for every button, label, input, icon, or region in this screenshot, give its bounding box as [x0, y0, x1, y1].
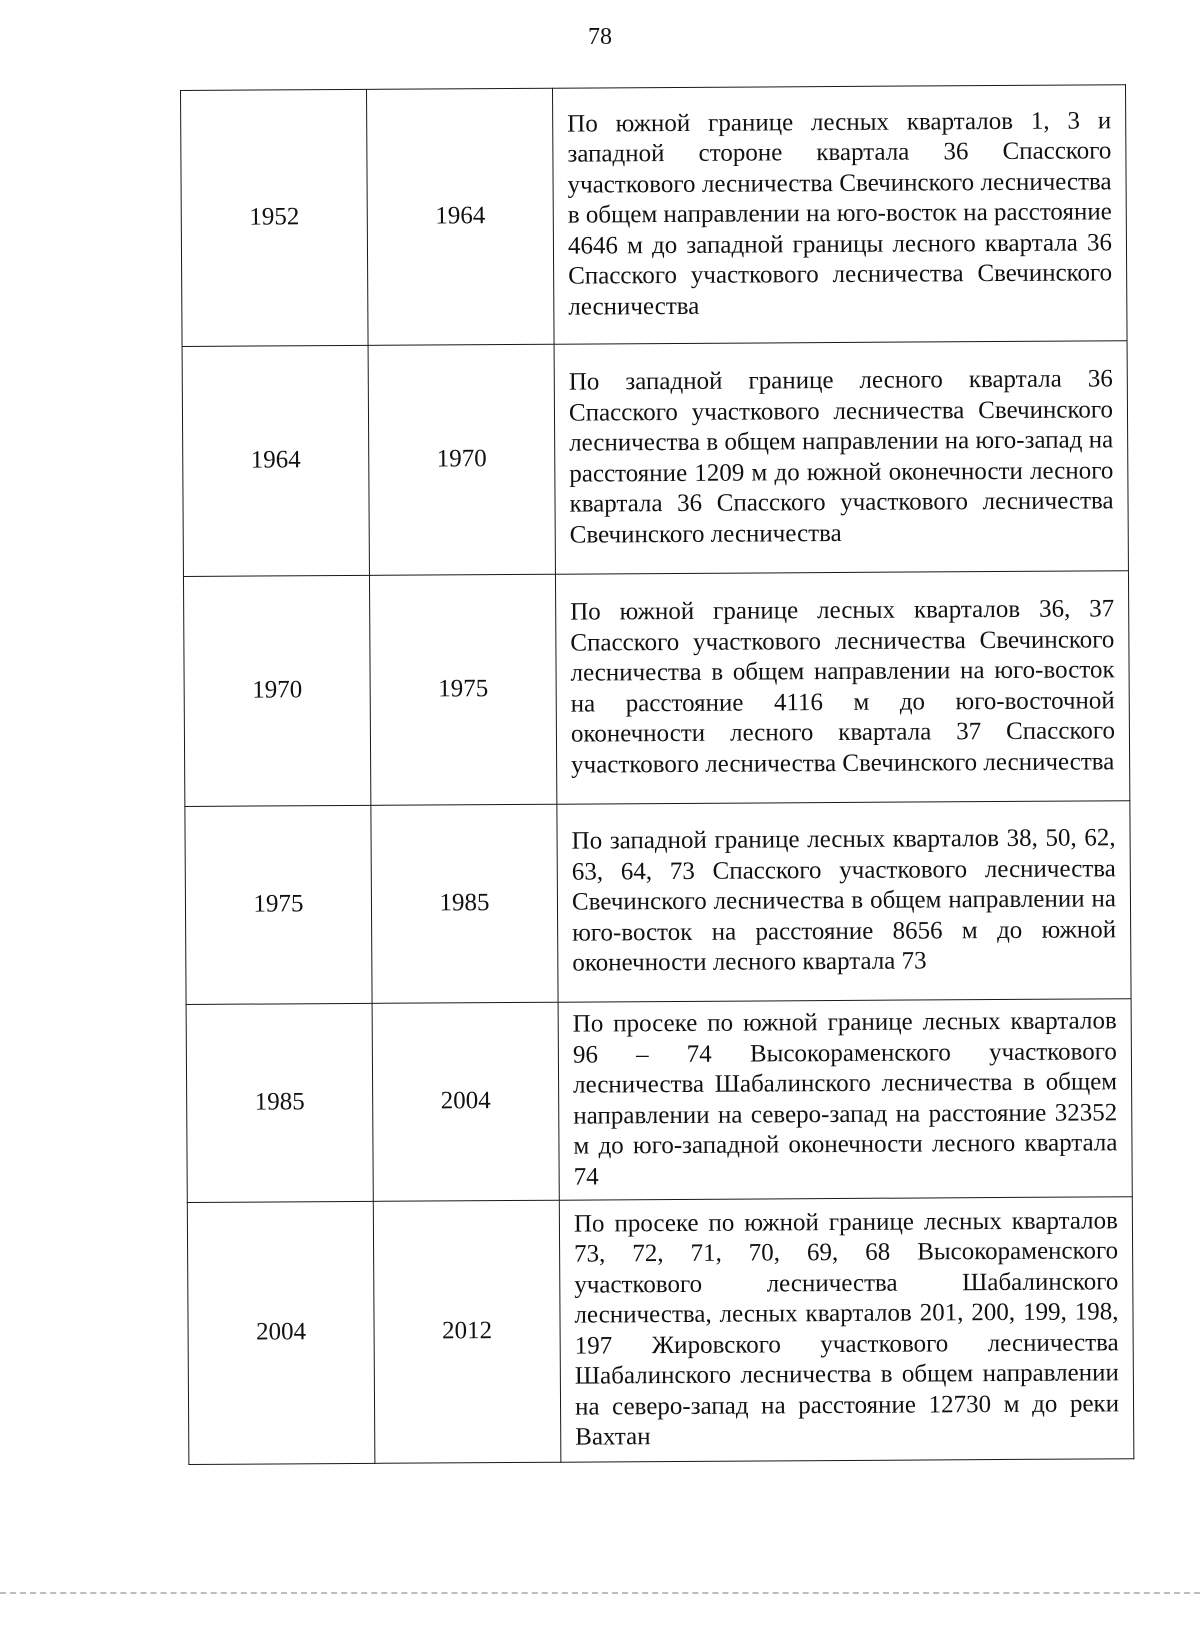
boundary-description-cell: По просеке по южной границе лесных кварталов 73, 72, 71, 70, 69, 68 Высокораменского участкового лесничества Шабалинского лесничества, лесных кварталов 201, 200, 199, 198, 197 Жировского участкового лесничества Шабалинского лесничества в общем направлении на северо-запад на расстояние 12730 м до реки Вахтан — [559, 1197, 1134, 1462]
boundary-description-cell: По западной границе лесных кварталов 38, 50, 62, 63, 64, 73 Спасского участкового лесничества Свечинского лесничества в общем направлении на юго-восток на расстояние 8656 м до южной оконечности лесного квартала 73 — [557, 801, 1131, 1002]
from-point-cell: 1970 — [183, 575, 370, 806]
boundary-table — [180, 84, 1134, 1465]
to-point-cell: 2012 — [373, 1200, 561, 1463]
boundary-description-cell: По южной границе лесных кварталов 1, 3 и западной стороне квартала 36 Спасского участкового лесничества Свечинского лесничества в общем направлении на юго-восток на расстояние 4646 м до западной границы лесного квартала 36 Спасского участкового лесничества Свечинского лесничества — [552, 85, 1127, 344]
boundary-description-cell: По просеке по южной границе лесных кварталов 96 – 74 Высокораменского участкового лесничества Шабалинского лесничества в общем направлении на северо-запад на расстояние 32352 м до юго-западной оконечности лесного квартала 74 — [558, 999, 1132, 1200]
to-point-cell: 1975 — [369, 574, 556, 805]
from-point-cell: 1975 — [185, 805, 372, 1004]
boundary-description-cell: По южной границе лесных кварталов 36, 37 Спасского участкового лесничества Свечинского лесничества в общем направлении на юго-восток на расстояние 4116 м до юго-восточной оконечности лесного квартала 37 Спасского участкового лесничества Свечинского лесничества — [555, 571, 1129, 804]
from-point-cell: 1952 — [181, 89, 369, 346]
from-point-cell: 2004 — [187, 1201, 375, 1464]
table-row — [187, 1197, 1134, 1465]
from-point-cell: 1964 — [182, 345, 369, 576]
table-row — [181, 85, 1128, 347]
to-point-cell: 2004 — [372, 1002, 559, 1201]
table-row — [183, 571, 1129, 807]
page-number: 78 — [588, 24, 612, 50]
table-row — [182, 341, 1128, 577]
to-point-cell: 1964 — [366, 88, 554, 345]
boundary-description-cell: По западной границе лесного квартала 36 Спасского участкового лесничества Свечинского лесничества в общем направлении на юго-запад на расстояние 1209 м до южной оконечности лесного квартала 36 Спасского участкового лесничества Свечинского лесничества — [554, 341, 1128, 574]
from-point-cell: 1985 — [186, 1003, 373, 1202]
table-row — [186, 999, 1132, 1203]
to-point-cell: 1985 — [371, 804, 558, 1003]
table-row — [185, 801, 1131, 1005]
scan-artifact-line — [0, 1592, 1200, 1594]
to-point-cell: 1970 — [368, 344, 555, 575]
